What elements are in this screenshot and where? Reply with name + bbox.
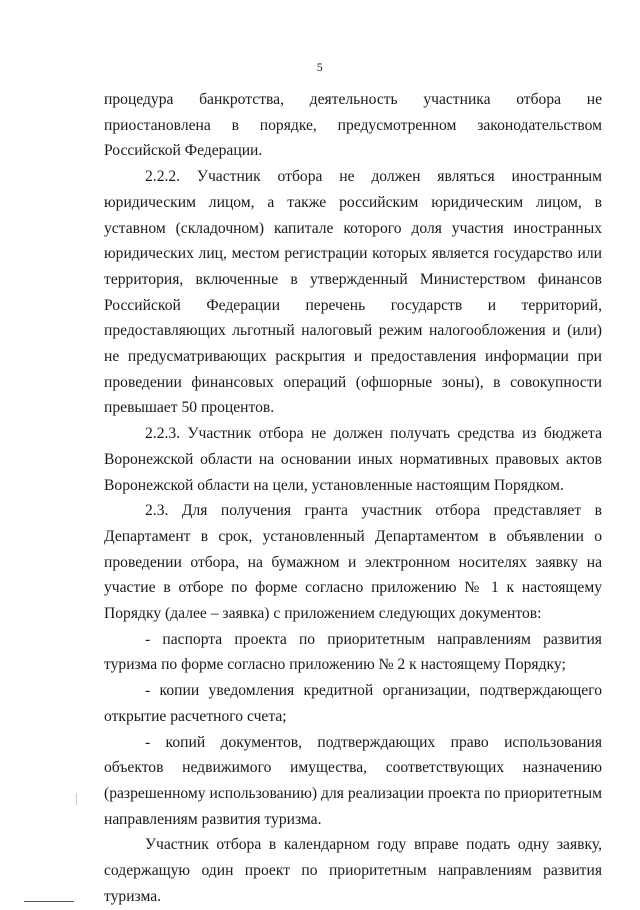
- page-number: 5: [316, 60, 324, 74]
- document-body: [104, 87, 602, 910]
- paragraph-2-3: 2.3. Для получения гранта участник отбора представляет в Департамент в срок, установленный Департаментом в объявлении о проведении отбора, на бумажном и электронном носителях заявку на участие в отборе по форме согласно приложению № 1 к настоящему Порядку (далее – заявка) с приложением следующих документов:: [104, 502, 602, 623]
- paragraph-2-2-3: 2.2.3. Участник отбора не должен получать средства из бюджета Воронежской области на основании иных нормативных правовых актов Воронежской области на цели, установленные настоящим Порядком.: [104, 425, 602, 494]
- paragraph-one-application-per-year: Участник отбора в календарном году вправе подать одну заявку, содержащую один проект по приоритетным направлениям развития туризма.: [104, 836, 602, 905]
- list-item-project-passport: - паспорта проекта по приоритетным направлениям развития туризма по форме согласно приложению № 2 к настоящему Порядку;: [104, 630, 602, 674]
- paragraph-2-2-2: 2.2.2. Участник отбора не должен являться иностранным юридическим лицом, а также российским юридическим лицом, в уставном (складочном) капитале которого доля участия иностранных юридических лиц, местом регистрации которых является государство или территория, включенные в утвержденный Министерством финансов Российской Федерации перечень государств и территорий, предоставляющих льготный налоговый режим налогообложения и (или) не предусматривающих раскрытия и предоставления информации при проведении финансовых операций (офшорные зоны), в совокупности превышает 50 процентов.: [104, 168, 602, 417]
- list-item-property-documents: - копий документов, подтверждающих право использования объектов недвижимого имущества, соответствующих назначению (разрешенному использованию) для реализации проекта по приоритетным направлениям развития туризма.: [104, 733, 602, 828]
- paragraph-bankruptcy-continuation: процедура банкротства, деятельность участника отбора не приостановлена в порядке, предусмотренном законодательством Российской Федерации.: [104, 91, 602, 160]
- scan-artifact: [76, 793, 77, 805]
- list-item-bank-notice-copy: - копии уведомления кредитной организации, подтверждающего открытие расчетного счета;: [104, 682, 602, 725]
- footer-rule: [24, 901, 74, 902]
